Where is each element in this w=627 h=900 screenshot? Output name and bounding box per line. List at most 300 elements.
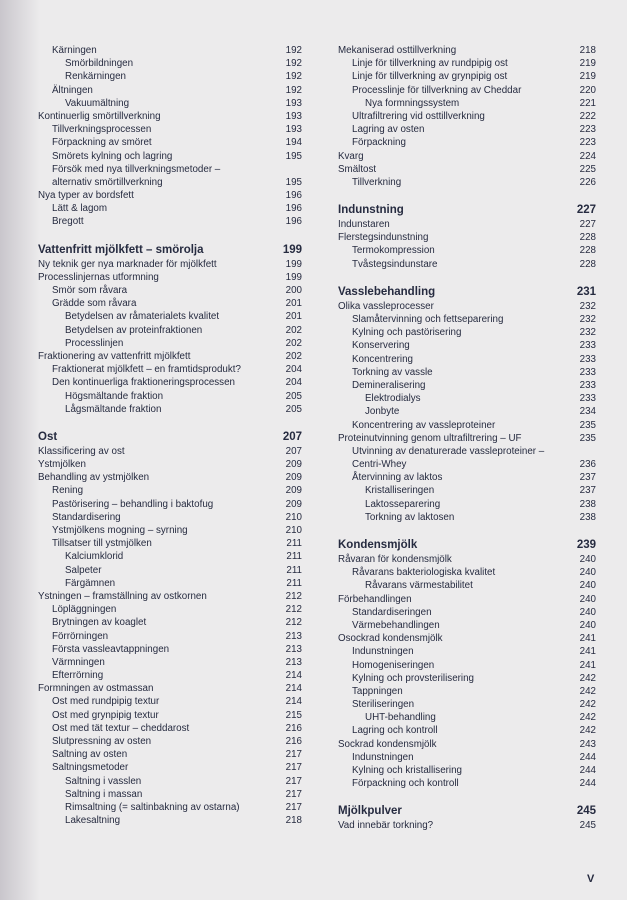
page-binding-shadow <box>0 0 40 900</box>
toc-entry-page: 235 <box>579 432 596 444</box>
toc-entry <box>38 788 302 801</box>
toc-entry-title: Rimsaltning (= saltinbakning av ostarna) <box>65 801 240 813</box>
page-number: V <box>587 873 595 885</box>
toc-entry <box>38 682 302 695</box>
toc-entry-page: 196 <box>285 190 302 202</box>
toc-entry <box>338 353 596 366</box>
toc-entry-title: Saltningsmetoder <box>52 762 129 774</box>
toc-entry-title: Processlinje för tillverkning av Cheddar <box>352 84 522 96</box>
section-gap <box>38 229 302 242</box>
toc-entry-title: Mjölkpulver <box>338 805 402 818</box>
toc-entry-title: Värmebehandlingen <box>352 619 440 631</box>
toc-entry <box>38 801 302 814</box>
toc-entry-page: 211 <box>286 538 302 550</box>
toc-section-heading <box>338 537 596 553</box>
toc-entry-page: 232 <box>579 327 596 339</box>
toc-entry <box>338 163 596 176</box>
toc-entry <box>38 403 302 416</box>
toc-entry-title: Den kontinuerliga fraktioneringsprocessen <box>52 377 235 389</box>
toc-entry-title: Flerstegsindunstning <box>338 232 429 244</box>
toc-entry-page: 211 <box>286 551 302 563</box>
toc-entry-page: 233 <box>579 379 596 391</box>
toc-entry <box>338 84 596 97</box>
toc-entry-title: Tillverkning <box>352 176 402 188</box>
toc-entry-page: 213 <box>285 643 302 655</box>
toc-entry <box>38 163 302 176</box>
toc-entry-page: 202 <box>285 350 302 362</box>
toc-entry <box>38 656 302 669</box>
toc-entry <box>38 748 302 761</box>
toc-entry-page: 227 <box>579 219 596 231</box>
toc-entry <box>38 258 302 271</box>
toc-entry-title: Slamåtervinning och fettseparering <box>352 314 504 325</box>
toc-entry-title: Koncentrering av vassleproteiner <box>352 419 496 431</box>
toc-entry <box>338 44 596 57</box>
toc-entry <box>338 366 596 379</box>
toc-entry-page: 212 <box>285 590 302 602</box>
toc-entry-title: Tillverkningsprocessen <box>52 124 152 136</box>
toc-entry <box>338 176 596 189</box>
toc-entry <box>38 284 302 297</box>
toc-entry-title: Homogeniseringen <box>352 659 435 671</box>
toc-entry-title: Slutpressning av osten <box>52 736 152 747</box>
toc-entry-page: 239 <box>576 539 596 551</box>
toc-entry-page: 211 <box>286 577 302 589</box>
toc-entry-title: Förpackning <box>352 137 406 149</box>
toc-entry <box>38 110 302 123</box>
toc-entry-title: Nya typer av bordsfett <box>38 190 134 202</box>
toc-entry-title: Salpeter <box>65 564 102 576</box>
toc-entry <box>38 150 302 163</box>
toc-entry-title: Indunstaren <box>338 219 390 231</box>
toc-entry-page: 226 <box>579 176 596 188</box>
toc-entry <box>338 685 596 698</box>
toc-entry <box>38 337 302 350</box>
toc-entry-page: 205 <box>285 403 302 415</box>
toc-entry-title: UHT-behandling <box>365 712 436 724</box>
toc-entry-title: Lakesaltning <box>65 815 121 827</box>
toc-entry-page: 242 <box>579 725 596 737</box>
toc-entry-page: 241 <box>579 646 596 658</box>
toc-entry-title: Högsmältande fraktion <box>65 390 164 402</box>
toc-entry <box>38 643 302 656</box>
toc-entry-page: 199 <box>282 243 302 256</box>
toc-entry <box>38 202 302 215</box>
toc-entry-title: Kvarg <box>338 150 364 162</box>
toc-entry-page: 238 <box>579 498 596 510</box>
toc-entry-page: 240 <box>579 619 596 631</box>
toc-entry-page: 236 <box>579 459 596 471</box>
toc-entry-page: 235 <box>579 419 596 431</box>
toc-entry-page: 202 <box>285 337 302 349</box>
toc-entry-page: 228 <box>579 232 596 244</box>
toc-entry-page: 244 <box>579 778 596 790</box>
toc-entry-title: Kontinuerlig smörtillverkning <box>38 110 161 122</box>
toc-entry <box>338 136 596 149</box>
toc-entry <box>38 511 302 524</box>
section-gap <box>38 416 302 429</box>
toc-entry-page: 217 <box>285 762 302 774</box>
toc-entry-title: Brytningen av koaglet <box>52 617 147 629</box>
toc-entry-title: Termokompression <box>352 245 435 257</box>
toc-entry-title: Smörets kylning och lagring <box>52 150 173 162</box>
toc-entry <box>338 498 596 511</box>
toc-entry-title: Förpackning och kontroll <box>352 778 459 790</box>
toc-entry-title: Indunstningen <box>352 646 414 658</box>
toc-entry-title: Kärningen <box>52 45 97 56</box>
toc-entry <box>338 313 596 326</box>
toc-entry <box>38 590 302 603</box>
toc-entry-page: 245 <box>576 805 596 818</box>
toc-entry-title: Bregott <box>52 216 84 228</box>
toc-entry <box>38 603 302 616</box>
toc-entry-title: Renkärningen <box>65 71 127 83</box>
toc-entry-page: 218 <box>285 815 302 827</box>
toc-entry-title: Smör som råvara <box>52 285 128 296</box>
toc-entry <box>38 709 302 722</box>
toc-entry-title: Kristalliseringen <box>365 485 435 497</box>
toc-entry-title: Lätt & lagom <box>52 203 108 215</box>
toc-entry <box>38 97 302 110</box>
toc-entry-title: Lagring och kontroll <box>352 725 438 737</box>
toc-entry <box>338 579 596 592</box>
toc-entry-title: Kylning och pastörisering <box>352 327 462 339</box>
toc-entry-page: 214 <box>285 696 302 708</box>
toc-entry <box>338 379 596 392</box>
toc-entry <box>38 498 302 511</box>
toc-entry <box>338 606 596 619</box>
toc-entry-title: Ost <box>38 430 58 443</box>
toc-entry-page: 199 <box>285 271 302 283</box>
toc-entry-page: 221 <box>579 97 596 109</box>
toc-entry-title: Standardiseringen <box>352 606 432 618</box>
toc-entry-page: 240 <box>579 567 596 579</box>
toc-entry-title: Smältost <box>338 163 377 175</box>
toc-entry <box>38 695 302 708</box>
toc-entry <box>338 619 596 632</box>
toc-entry-title: Linje för tillverkning av grynpipig ost <box>352 71 508 83</box>
toc-section-heading <box>38 429 302 445</box>
toc-entry-page: 194 <box>285 137 302 149</box>
toc-entry-page: 214 <box>285 683 302 695</box>
toc-section-heading <box>338 803 596 819</box>
toc-entry-page: 233 <box>579 393 596 405</box>
toc-entry-page: 244 <box>579 765 596 776</box>
toc-entry <box>38 458 302 471</box>
toc-entry <box>38 775 302 788</box>
toc-entry-title: Ystmjölkens mogning – syrning <box>52 525 188 536</box>
toc-entry-title: Ost med tät textur – cheddarost <box>52 722 190 734</box>
toc-entry-title: Standardisering <box>52 511 121 523</box>
toc-entry <box>338 819 596 832</box>
toc-entry-title: Indunstningen <box>352 751 414 763</box>
toc-entry-title: Fraktionerat mjölkfett – en framtidsprodukt? <box>52 364 241 376</box>
toc-entry-page: 240 <box>579 593 596 605</box>
toc-entry <box>38 310 302 323</box>
toc-entry-page: 233 <box>579 366 596 378</box>
toc-entry <box>38 484 302 497</box>
toc-entry-title: Koncentrering <box>352 353 413 365</box>
toc-entry-page: 209 <box>285 498 302 510</box>
toc-entry <box>338 218 596 231</box>
toc-entry-page: 242 <box>579 712 596 724</box>
toc-entry <box>338 57 596 70</box>
toc-entry-page: 223 <box>579 137 596 149</box>
toc-entry-title: Lagring av osten <box>352 124 425 136</box>
toc-entry <box>338 110 596 123</box>
toc-entry-title: Förbehandlingen <box>338 593 412 605</box>
toc-entry-page: 219 <box>579 71 596 83</box>
toc-entry-title: Ost med grynpipig textur <box>52 709 159 721</box>
toc-entry <box>338 672 596 685</box>
toc-entry-page: 192 <box>285 84 302 96</box>
toc-entry <box>338 724 596 737</box>
toc-entry <box>338 419 596 432</box>
toc-entry-page: 219 <box>579 58 596 70</box>
toc-entry-title: Behandling av ystmjölken <box>38 472 150 484</box>
toc-entry <box>338 553 596 566</box>
toc-entry <box>38 363 302 376</box>
toc-entry-page: 234 <box>579 406 596 418</box>
toc-entry-page: 245 <box>579 820 596 832</box>
toc-entry-page: 228 <box>579 245 596 257</box>
toc-entry-title: Råvarans bakteriologiska kvalitet <box>352 567 496 579</box>
toc-entry-page: 242 <box>579 699 596 711</box>
toc-entry <box>338 777 596 790</box>
toc-entry-title: Vasslebehandling <box>338 285 436 298</box>
toc-entry-title: Olika vassleprocesser <box>338 300 434 312</box>
toc-entry-page: 213 <box>285 656 302 668</box>
toc-entry-page: 212 <box>285 617 302 629</box>
toc-entry-title: Konservering <box>352 340 410 352</box>
toc-entry-page: 209 <box>285 472 302 484</box>
toc-entry-page: 202 <box>285 324 302 336</box>
toc-entry <box>38 814 302 827</box>
toc-entry <box>38 564 302 577</box>
toc-right-column <box>338 44 596 833</box>
toc-entry-title: Efterrörning <box>52 670 104 682</box>
toc-entry-page: 240 <box>579 606 596 618</box>
toc-entry <box>38 524 302 537</box>
toc-entry-title: Försök med nya tillverkningsmetoder – <box>52 163 221 175</box>
toc-entry-page: 201 <box>285 311 302 323</box>
toc-entry <box>338 484 596 497</box>
toc-entry-title: Råvarans värmestabilitet <box>365 580 473 592</box>
toc-entry-title: Kalciumklorid <box>65 551 124 563</box>
toc-entry-title: Kondensmjölk <box>338 539 418 551</box>
toc-entry <box>38 57 302 70</box>
toc-entry <box>38 350 302 363</box>
section-gap <box>338 790 596 803</box>
toc-entry <box>338 432 596 445</box>
toc-entry-title: Ultrafiltrering vid osttillverkning <box>352 110 485 122</box>
toc-section-heading <box>338 284 596 300</box>
toc-entry-page: 193 <box>285 124 302 136</box>
toc-section-heading <box>338 202 596 218</box>
toc-entry-title: alternativ smörtillverkning <box>52 176 163 188</box>
toc-entry <box>38 735 302 748</box>
toc-entry <box>38 123 302 136</box>
toc-entry-title: Processlinjernas utformning <box>38 271 159 283</box>
section-gap <box>338 271 596 284</box>
toc-entry-page: 193 <box>285 110 302 122</box>
toc-entry <box>38 722 302 735</box>
toc-entry-title: Saltning i massan <box>65 788 143 800</box>
toc-entry-title: Betydelsen av proteinfraktionen <box>65 324 203 336</box>
toc-entry-page: 241 <box>579 633 596 645</box>
toc-entry-title: Grädde som råvara <box>52 298 137 310</box>
toc-entry <box>338 150 596 163</box>
toc-entry <box>338 764 596 777</box>
toc-entry-page: 220 <box>579 84 596 96</box>
toc-entry-page: 217 <box>285 788 302 800</box>
toc-entry <box>38 577 302 590</box>
toc-entry-page: 217 <box>285 775 302 787</box>
toc-entry-page: 232 <box>579 300 596 312</box>
toc-entry-title: Indunstning <box>338 204 404 217</box>
toc-entry <box>338 471 596 484</box>
toc-entry <box>38 390 302 403</box>
toc-entry-title: Lågsmältande fraktion <box>65 403 162 415</box>
toc-entry-title: Processlinjen <box>65 337 124 349</box>
toc-entry-page: 193 <box>285 97 302 109</box>
toc-entry <box>338 392 596 405</box>
toc-entry-title: Proteinutvinning genom ultrafiltrering – UF <box>338 432 522 444</box>
toc-entry-title: Ost med rundpipig textur <box>52 696 160 708</box>
toc-entry-page: 217 <box>285 749 302 761</box>
toc-entry <box>338 70 596 83</box>
toc-entry <box>338 593 596 606</box>
toc-entry-page: 224 <box>579 150 596 162</box>
toc-entry-page: 199 <box>285 258 302 270</box>
toc-section-heading <box>38 242 302 258</box>
toc-entry-page: 223 <box>579 124 596 136</box>
toc-entry-title: Ystningen – framställning av ostkornen <box>38 590 207 602</box>
toc-entry <box>338 258 596 271</box>
toc-entry <box>38 471 302 484</box>
toc-entry-page: 205 <box>285 390 302 402</box>
toc-entry-page: 213 <box>285 630 302 642</box>
toc-entry-page: 212 <box>285 604 302 616</box>
toc-entry-title: Löpläggningen <box>52 604 117 616</box>
toc-entry <box>338 123 596 136</box>
toc-entry <box>38 84 302 97</box>
toc-entry <box>338 231 596 244</box>
toc-entry <box>38 630 302 643</box>
toc-entry-page: 216 <box>285 736 302 747</box>
toc-entry-title: Demineralisering <box>352 379 426 391</box>
toc-entry-title: Tappningen <box>352 685 403 697</box>
toc-entry-page: 218 <box>579 45 596 56</box>
toc-entry <box>338 326 596 339</box>
toc-entry-page: 244 <box>579 751 596 763</box>
toc-entry-title: Pastörisering – behandling i baktofug <box>52 498 214 510</box>
toc-entry-title: Saltning i vasslen <box>65 775 142 787</box>
toc-entry-title: Jonbyte <box>365 406 400 418</box>
toc-entry-page: 222 <box>579 110 596 122</box>
toc-entry-page: 204 <box>285 364 302 376</box>
toc-entry-page: 195 <box>285 176 302 188</box>
toc-entry <box>38 189 302 202</box>
toc-entry <box>38 761 302 774</box>
toc-entry <box>338 445 596 458</box>
toc-entry-title: Fraktionering av vattenfritt mjölkfett <box>38 350 191 362</box>
toc-entry-page: 237 <box>579 485 596 497</box>
toc-entry-page: 209 <box>285 459 302 471</box>
toc-entry <box>38 297 302 310</box>
toc-entry <box>38 324 302 337</box>
toc-entry-page: 216 <box>285 722 302 734</box>
toc-entry-title: Ystmjölken <box>38 459 86 471</box>
toc-entry-page: 233 <box>579 353 596 365</box>
toc-entry-title: Utvinning av denaturerade vassleproteiner – <box>352 445 545 457</box>
toc-entry <box>38 271 302 284</box>
toc-entry-title: Kylning och kristallisering <box>352 765 462 776</box>
toc-entry-page: 207 <box>285 445 302 457</box>
toc-entry-title: Torkning av vassle <box>352 366 433 378</box>
toc-entry <box>338 458 596 471</box>
toc-entry-title: Smörbildningen <box>65 58 134 70</box>
toc-entry <box>338 405 596 418</box>
toc-entry-page: 225 <box>579 163 596 175</box>
toc-entry-title: Osockrad kondensmjölk <box>338 633 443 645</box>
toc-entry <box>338 698 596 711</box>
toc-entry-page: 196 <box>285 203 302 215</box>
toc-entry-title: Vad innebär torkning? <box>338 820 434 832</box>
toc-entry-page: 243 <box>579 738 596 750</box>
toc-entry-page: 217 <box>285 801 302 813</box>
toc-entry <box>338 339 596 352</box>
toc-entry <box>38 445 302 458</box>
toc-entry-page: 227 <box>576 204 596 217</box>
toc-entry <box>38 376 302 389</box>
toc-entry-page: 201 <box>285 298 302 310</box>
toc-entry-title: Linje för tillverkning av rundpipig ost <box>352 58 508 70</box>
toc-entry <box>38 136 302 149</box>
section-gap <box>338 524 596 537</box>
toc-entry-title: Rening <box>52 485 84 497</box>
toc-entry-page: 237 <box>579 472 596 484</box>
toc-entry-page: 233 <box>579 340 596 352</box>
toc-entry <box>338 511 596 524</box>
toc-entry-page: 240 <box>579 554 596 565</box>
toc-entry-page: 240 <box>579 580 596 592</box>
toc-entry-page: 215 <box>285 709 302 721</box>
toc-entry-title: Klassificering av ost <box>38 445 125 457</box>
toc-entry-page: 232 <box>579 314 596 325</box>
toc-entry <box>338 751 596 764</box>
toc-entry-title: Färgämnen <box>65 577 116 589</box>
toc-entry-title: Ältningen <box>52 84 93 96</box>
toc-entry-page: 242 <box>579 672 596 684</box>
toc-entry-title: Betydelsen av råmaterialets kvalitet <box>65 311 220 323</box>
toc-entry-page: 192 <box>285 45 302 56</box>
toc-entry <box>338 632 596 645</box>
toc-entry-title: Första vassleavtappningen <box>52 643 170 655</box>
toc-entry-page: 238 <box>579 511 596 523</box>
toc-left-column <box>38 44 302 827</box>
toc-entry <box>38 215 302 228</box>
toc-entry-title: Elektrodialys <box>365 393 421 405</box>
toc-entry-page: 231 <box>576 285 596 298</box>
toc-entry <box>338 244 596 257</box>
section-gap <box>338 189 596 202</box>
toc-entry-title: Saltning av osten <box>52 749 128 761</box>
toc-entry-title: Sockrad kondensmjölk <box>338 738 437 750</box>
toc-entry <box>338 97 596 110</box>
toc-entry-page: 192 <box>285 58 302 70</box>
toc-entry-title: Torkning av laktosen <box>365 511 455 523</box>
